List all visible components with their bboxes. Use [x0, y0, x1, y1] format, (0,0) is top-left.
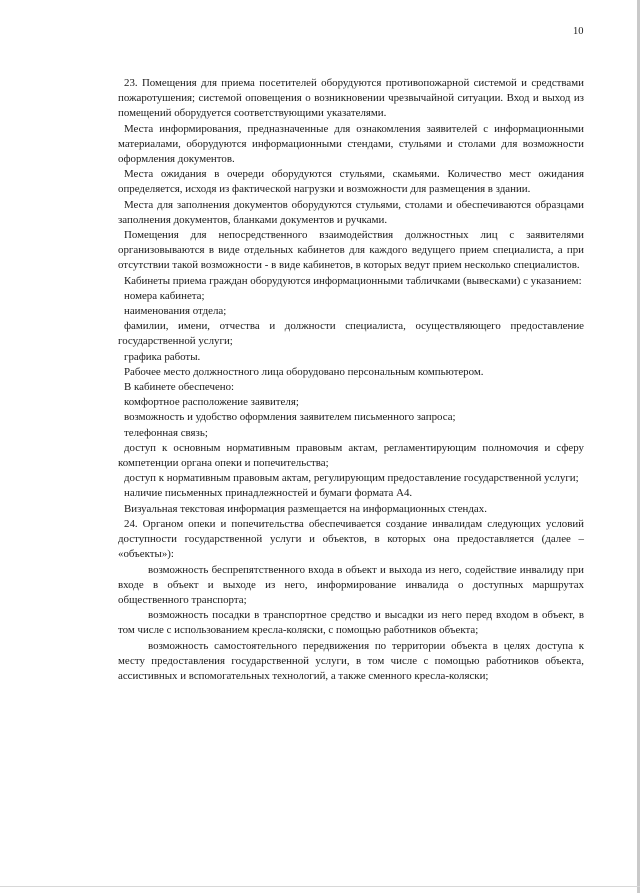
- paragraph: Места ожидания в очереди оборудуются стульями, скамьями. Количество мест ожидания определяется, исходя из фактической нагрузки и возможности для размещения в здании.: [118, 168, 584, 196]
- list-item: доступ к нормативным правовым актам, регулирующим предоставление государственной услуги;: [124, 472, 579, 485]
- paragraph: Кабинеты приема граждан оборудуются информационными табличками (вывесками) с указанием:: [124, 274, 582, 287]
- paragraph: В кабинете обеспечено:: [124, 381, 235, 394]
- paragraph: Визуальная текстовая информация размещается на информационных стендах.: [124, 502, 487, 515]
- page-number: 10: [573, 26, 584, 37]
- scan-edge: [0, 886, 640, 887]
- list-item: телефонная связь;: [124, 426, 208, 439]
- list-item: графика работы.: [124, 350, 201, 363]
- list-item: комфортное расположение заявителя;: [124, 396, 299, 409]
- paragraph: 23. Помещения для приема посетителей оборудуются противопожарной системой и средствами пожаротушения; системой оповещения о возникновении чрезвычайной ситуации. Вход и выход из помещений оборудуется соответствующими указателями.: [118, 77, 584, 120]
- list-item: возможность посадки в транспортное средство и высадки из него перед входом в объект, в том числе с использованием кресла-коляски, с помощью работников объекта;: [118, 609, 584, 637]
- list-item: возможность самостоятельного передвижения по территории объекта в целях доступа к месту предоставления государственной услуги, в том числе с помощью работников объекта, ассистивных и вспомогательных технологий, а также сменного кресла-коляски;: [118, 639, 584, 682]
- paragraph: Места для заполнения документов оборудуются стульями, столами и обеспечиваются образцами заполнения документов, бланками документов и ручками.: [118, 198, 584, 226]
- paragraph: Места информирования, предназначенные для ознакомления заявителей с информационными материалами, оборудуются информационными стендами, стульями и столами для возможности оформления документов.: [118, 122, 584, 166]
- list-item: возможность и удобство оформления заявителем письменного запроса;: [124, 411, 456, 424]
- paragraph: Рабочее место должностного лица оборудовано персональным компьютером.: [124, 365, 484, 378]
- document-body: [118, 76, 584, 684]
- list-item: наличие письменных принадлежностей и бумаги формата А4.: [124, 487, 413, 500]
- paragraph: Помещения для непосредственного взаимодействия должностных лиц с заявителями организовываются в виде отдельных кабинетов для каждого ведущего прием специалиста, а при отсутствии такой возможности - в виде кабинетов, в которых ведут прием несколько специалистов.: [118, 229, 584, 272]
- paragraph: 24. Органом опеки и попечительства обеспечивается создание инвалидам следующих условий доступности государственной услуги и объектов, в которых она предоставляется (далее – «объекты»):: [118, 517, 584, 561]
- list-item: возможность беспрепятственного входа в объект и выхода из него, содействие инвалиду при входе в объект и выходе из него, информирование инвалида о доступных маршрутах общественного транспорта;: [118, 563, 584, 606]
- list-item: доступ к основным нормативным правовым актам, регламентирующим полномочия и сферу компетенции органа опеки и попечительства;: [118, 441, 584, 470]
- list-item: номера кабинета;: [124, 289, 205, 302]
- list-item: наименования отдела;: [124, 305, 227, 318]
- list-item: фамилии, имени, отчества и должности специалиста, осуществляющего предоставление государственной услуги;: [118, 320, 584, 348]
